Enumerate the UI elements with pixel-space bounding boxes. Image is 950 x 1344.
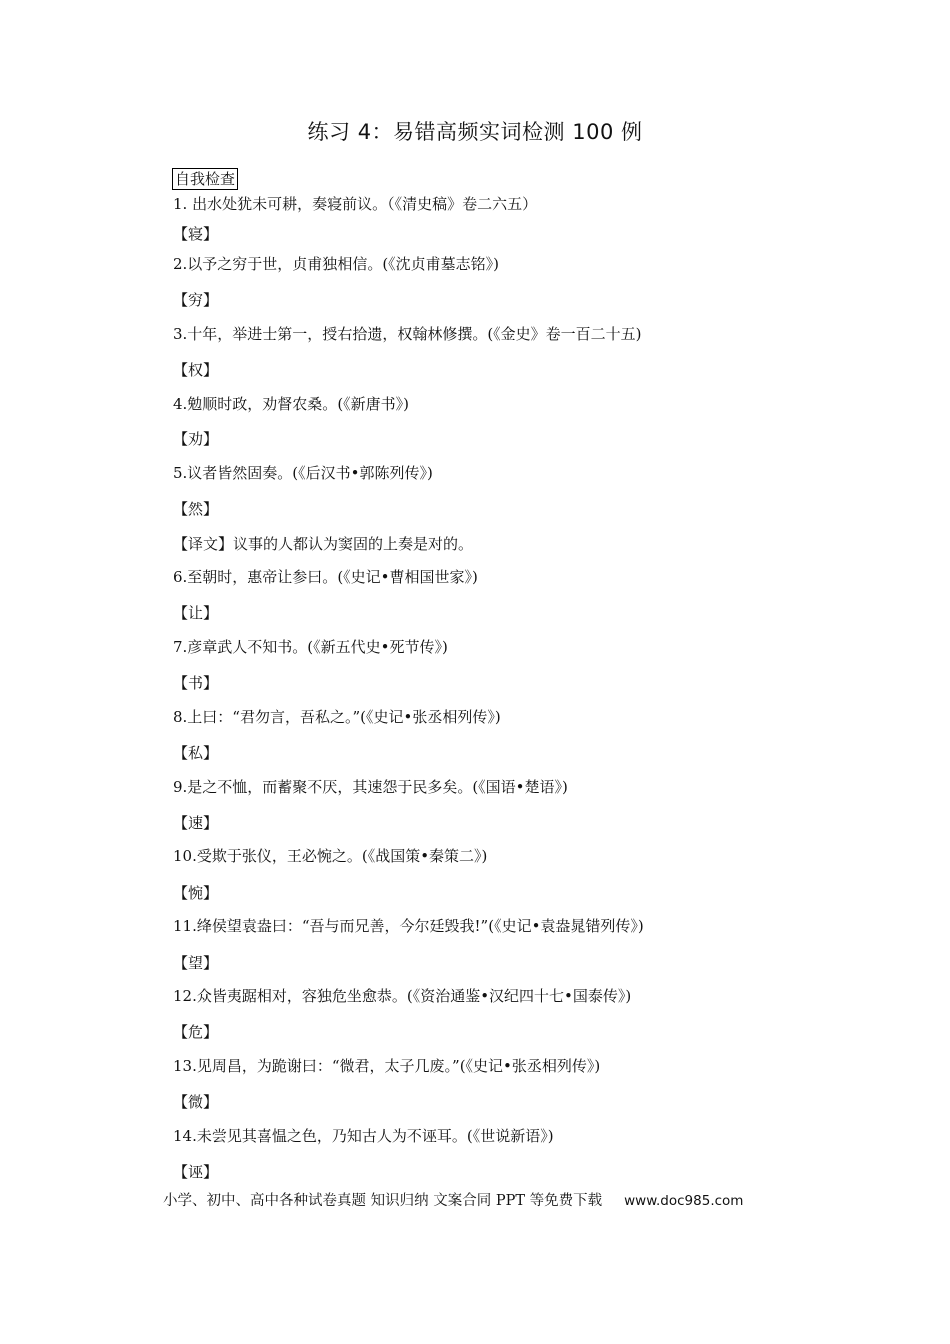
section-label: 自我检查: [172, 168, 238, 190]
question-line: 6.至朝时，惠帝让参曰。(《史记•曹相国世家》): [173, 568, 478, 586]
question-line: 4.勉顺时政，劝督农桑。(《新唐书》): [173, 395, 410, 413]
footer-link[interactable]: www.doc985.com: [624, 1193, 744, 1209]
answer-keyword: 【惋】: [173, 884, 219, 902]
question-line: 3.十年，举进士第一，授右拾遗，权翰林修撰。(《金史》卷一百二十五): [173, 325, 642, 343]
question-line: 13.见周昌，为跪谢曰：“微君，太子几废。”(《史记•张丞相列传》): [173, 1057, 601, 1075]
answer-keyword: 【速】: [173, 814, 219, 832]
answer-keyword: 【权】: [173, 361, 219, 379]
answer-keyword: 【微】: [173, 1093, 219, 1111]
answer-keyword: 【诬】: [173, 1163, 219, 1181]
question-line: 1. 出水处犹未可耕，奏寝前议。（《清史稿》卷二六五）: [173, 195, 538, 213]
answer-keyword: 【私】: [173, 744, 219, 762]
question-line: 14.未尝见其喜愠之色，乃知古人为不诬耳。(《世说新语》): [173, 1127, 554, 1145]
answer-keyword: 【然】: [173, 500, 219, 518]
question-line: 7.彦章武人不知书。(《新五代史•死节传》): [173, 638, 448, 656]
answer-keyword: 【望】: [173, 954, 219, 972]
answer-keyword: 【让】: [173, 604, 219, 622]
question-line: 2.以予之穷于世，贞甫独相信。(《沈贞甫墓志铭》): [173, 255, 500, 273]
page-title: 练习 4：易错高频实词检测 100 例: [307, 120, 643, 144]
question-line: 12.众皆夷踞相对，容独危坐愈恭。(《资治通鉴•汉纪四十七•国泰传》): [173, 987, 632, 1005]
question-line: 10.受欺于张仪，王必惋之。(《战国策•秦策二》): [173, 847, 488, 865]
translation-line: 【译文】议事的人都认为窦固的上奏是对的。: [173, 535, 474, 553]
answer-keyword: 【穷】: [173, 291, 219, 309]
question-line: 11.绛侯望袁盎曰：“吾与而兄善，今尔廷毁我!”(《史记•袁盎晁错列传》): [173, 917, 644, 935]
question-line: 9.是之不恤，而蓄聚不厌，其速怨于民多矣。(《国语•楚语》): [173, 778, 568, 796]
answer-keyword: 【劝】: [173, 430, 219, 448]
footer: [163, 1191, 743, 1211]
question-line: 5.议者皆然固奏。(《后汉书•郭陈列传》): [173, 464, 433, 482]
footer-text: 小学、初中、高中各种试卷真题 知识归纳 文案合同 PPT 等免费下载: [163, 1193, 603, 1209]
answer-keyword: 【寝】: [173, 225, 219, 243]
answer-keyword: 【危】: [173, 1023, 219, 1041]
answer-keyword: 【书】: [173, 674, 219, 692]
question-line: 8.上曰：“君勿言，吾私之。”(《史记•张丞相列传》): [173, 708, 501, 726]
